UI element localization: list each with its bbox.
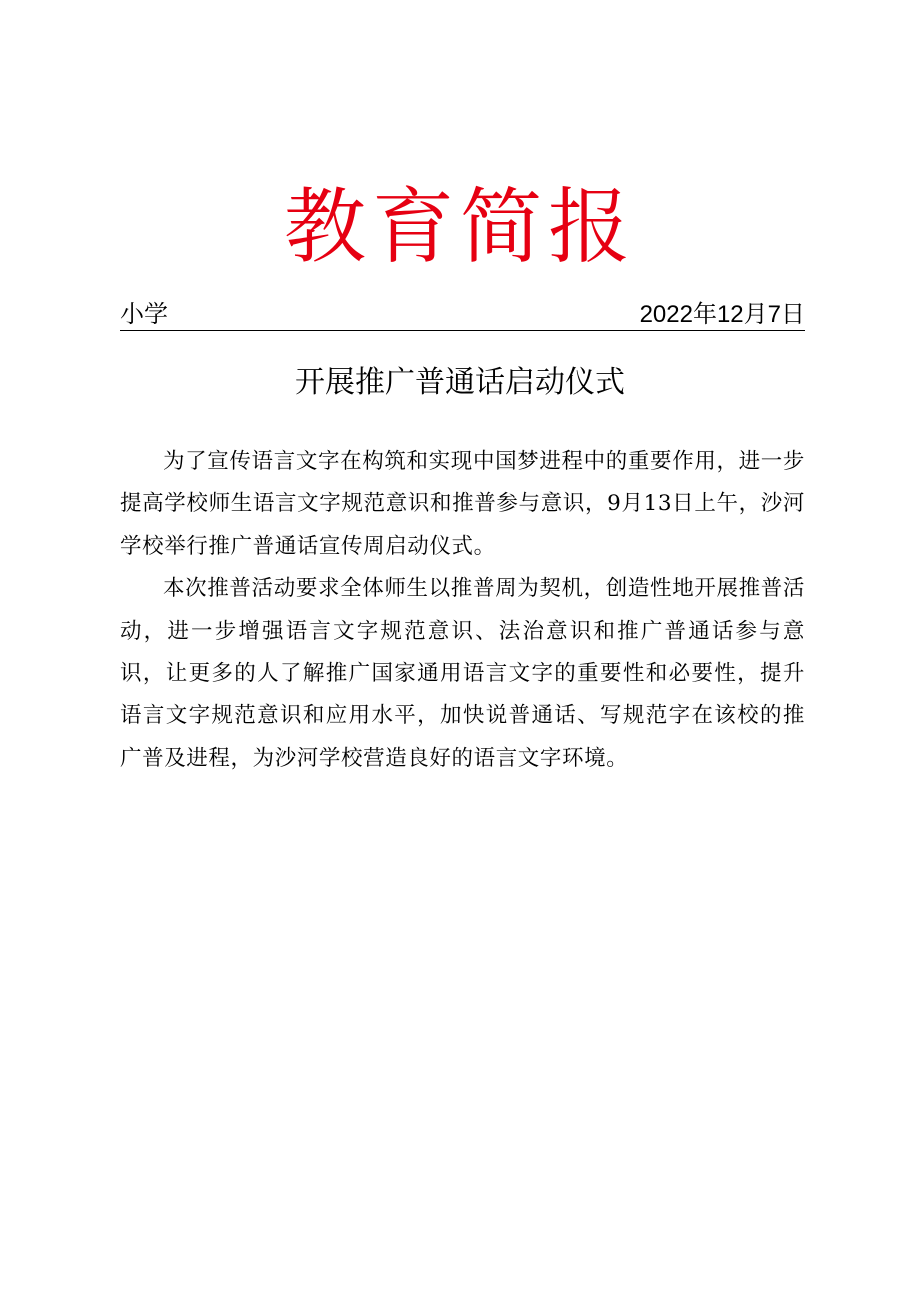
issuer-label: 小学 bbox=[120, 301, 168, 328]
article-paragraph: 为了宣传语言文字在构筑和实现中国梦进程中的重要作用，进一步提高学校师生语言文字规范意识和推普参与意识，9月13日上午，沙河学校举行推广普通话宣传周启动仪式。 bbox=[120, 449, 805, 559]
masthead-title: 教育简报 bbox=[283, 180, 636, 275]
article-body bbox=[120, 441, 805, 780]
issue-info-line bbox=[120, 298, 805, 331]
article-headline: 开展推广普通话启动仪式 bbox=[295, 365, 625, 400]
article-paragraph: 本次推普活动要求全体师生以推普周为契机，创造性地开展推普活动，进一步增强语言文字规范意识、法治意识和推广普通话参与意识，让更多的人了解推广国家通用语言文字的重要性和必要性，提升语言文字规范意识和应用水平，加快说普通话、写规范字在该校的推广普及进程，为沙河学校营造良好的语言文字环境。 bbox=[120, 576, 805, 771]
issue-date: 2022年12月7日 bbox=[639, 301, 805, 328]
